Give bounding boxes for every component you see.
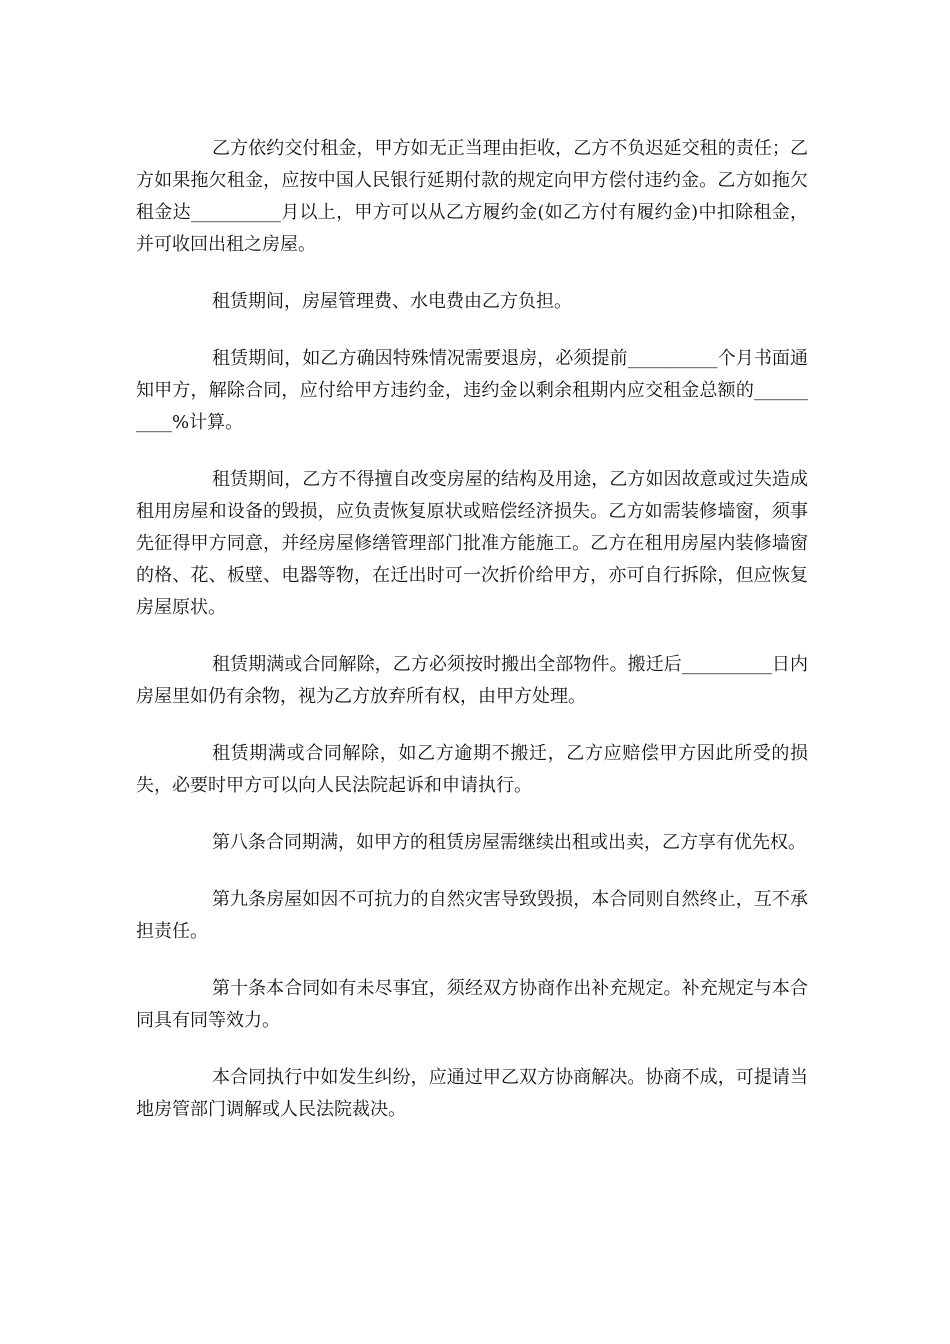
paragraph-article-8: 第八条合同期满，如甲方的租赁房屋需继续出租或出卖，乙方享有优先权。 — [212, 832, 806, 853]
paragraph-move-out: 租赁期满或合同解除，乙方必须按时搬出全部物件。搬迁后__________日内房屋里如仍有余物，视为乙方放弃所有权，由甲方处理。 — [136, 654, 808, 707]
paragraph-rent-payment: 乙方依约交付租金，甲方如无正当理由拒收，乙方不负迟延交租的责任；乙方如果拖欠租金，应按中国人民银行延期付款的规定向甲方偿付违约金。乙方如拖欠租金达__________月以上，甲方可以从乙方履约金(如乙方付有履约金)中扣除租金，并可收回出租之房屋。 — [136, 138, 808, 255]
paragraph-alterations: 租赁期间，乙方不得擅自改变房屋的结构及用途，乙方如因故意或过失造成租用房屋和设备的毁损，应负责恢复原状或赔偿经济损失。乙方如需装修墙窗，须事先征得甲方同意，并经房屋修缮管理部门批准方能施工。乙方在租用房屋内装修墙窗的格、花、板壁、电器等物，在迁出时可一次折价给甲方，亦可自行拆除，但应恢复房屋原状。 — [136, 469, 808, 618]
paragraph-article-9: 第九条房屋如因不可抗力的自然灾害导致毁损，本合同则自然终止，互不承担责任。 — [136, 889, 808, 942]
paragraph-utility-fees: 租赁期间，房屋管理费、水电费由乙方负担。 — [212, 291, 572, 312]
contract-body — [136, 133, 808, 1151]
paragraph-early-termination: 租赁期间，如乙方确因特殊情况需要退房，必须提前__________个月书面通知甲方，解除合同，应付给甲方违约金，违约金以剩余租期内应交租金总额的__________%计算。 — [136, 348, 808, 433]
paragraph-article-10: 第十条本合同如有未尽事宜，须经双方协商作出补充规定。补充规定与本合同具有同等效力。 — [136, 978, 808, 1031]
paragraph-overstay: 租赁期满或合同解除，如乙方逾期不搬迁，乙方应赔偿甲方因此所受的损失，必要时甲方可以向人民法院起诉和申请执行。 — [136, 743, 808, 796]
paragraph-disputes: 本合同执行中如发生纠纷，应通过甲乙双方协商解决。协商不成，可提请当地房管部门调解或人民法院裁决。 — [136, 1067, 808, 1120]
